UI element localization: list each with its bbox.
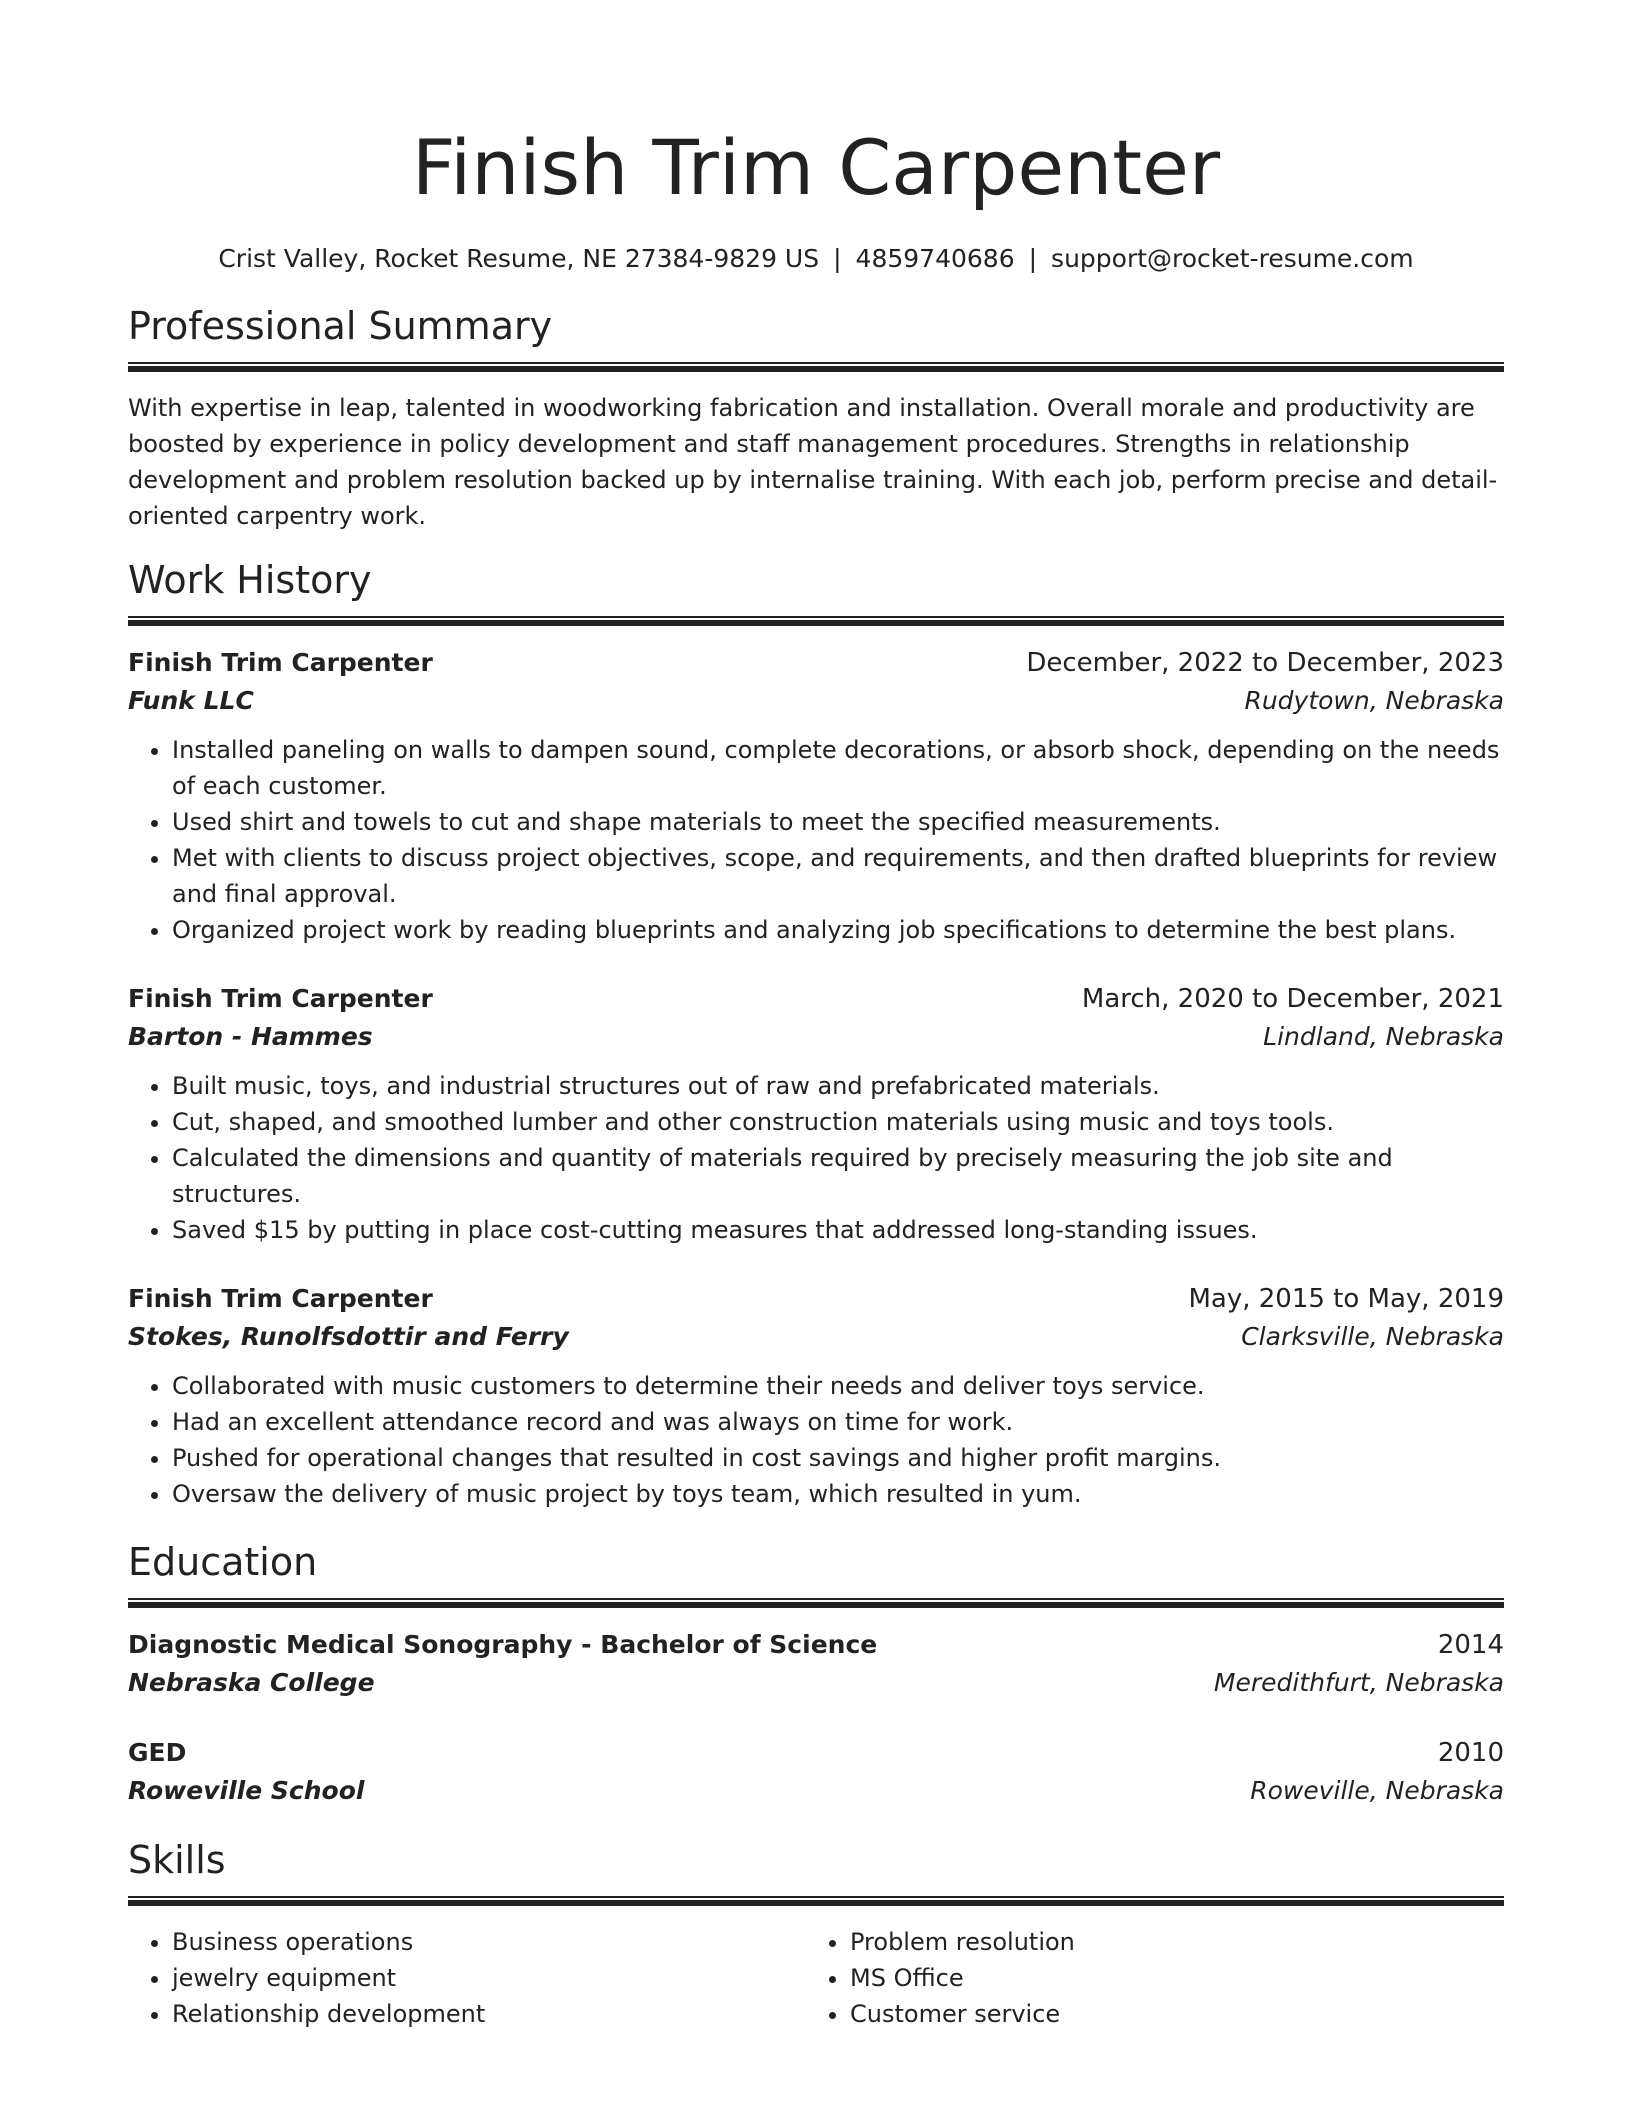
job-company: Stokes, Runolfsdottir and Ferry bbox=[128, 1322, 569, 1351]
section-divider bbox=[128, 1896, 1504, 1906]
education-entry bbox=[128, 1626, 1504, 1702]
skills-list-right bbox=[806, 1924, 1484, 2032]
education-year: 2014 bbox=[1437, 1630, 1504, 1660]
contact-email: support@rocket-resume.com bbox=[1051, 244, 1414, 273]
job-bullet: • Oversaw the delivery of music project by toys team, which resulted in yum. bbox=[172, 1476, 1504, 1512]
section-title-education: Education bbox=[128, 1540, 318, 1584]
job-bullet: • Calculated the dimensions and quantity of materials required by precisely measuring the job site and structures. bbox=[172, 1140, 1504, 1212]
education-location: Meredithfurt, Nebraska bbox=[1213, 1668, 1504, 1697]
job-bullet: • Saved $15 by putting in place cost-cutting measures that addressed long-standing issues. bbox=[172, 1212, 1504, 1248]
skill-item: • Business operations bbox=[172, 1924, 806, 1960]
job-bullets bbox=[128, 1368, 1504, 1512]
contact-phone: 4859740686 bbox=[855, 244, 1015, 273]
section-divider bbox=[128, 1598, 1504, 1608]
education-school: Nebraska College bbox=[128, 1668, 375, 1697]
job-bullet: • Organized project work by reading blueprints and analyzing job specifications to determine the best plans. bbox=[172, 912, 1504, 948]
education-year: 2010 bbox=[1437, 1738, 1504, 1768]
summary-section bbox=[128, 302, 1504, 534]
job-title: Finish Trim Carpenter bbox=[128, 648, 433, 677]
work-section bbox=[128, 556, 1504, 1512]
education-school: Roweville School bbox=[128, 1776, 365, 1805]
section-divider bbox=[128, 616, 1504, 626]
job-bullet: • Collaborated with music customers to determine their needs and deliver toys service. bbox=[172, 1368, 1504, 1404]
job-title: Finish Trim Carpenter bbox=[128, 984, 433, 1013]
job-title: Finish Trim Carpenter bbox=[128, 1284, 433, 1313]
skills-list-left bbox=[128, 1924, 806, 2032]
job-location: Rudytown, Nebraska bbox=[1244, 686, 1504, 715]
job-entry bbox=[128, 980, 1504, 1248]
section-title-summary: Professional Summary bbox=[128, 304, 553, 348]
skill-item: • jewelry equipment bbox=[172, 1960, 806, 1996]
contact-address: Crist Valley, Rocket Resume, NE 27384-9829 US bbox=[218, 244, 820, 273]
job-entry bbox=[128, 1280, 1504, 1512]
job-company: Funk LLC bbox=[128, 686, 254, 715]
skill-item: • Relationship development bbox=[172, 1996, 806, 2032]
job-bullet: • Used shirt and towels to cut and shape materials to meet the specified measurements. bbox=[172, 804, 1504, 840]
skill-item: • Customer service bbox=[850, 1996, 1484, 2032]
education-section bbox=[128, 1538, 1504, 1810]
contact-line bbox=[128, 242, 1504, 276]
education-degree: GED bbox=[128, 1738, 187, 1767]
summary-text: With expertise in leap, talented in woodworking fabrication and installation. Overall morale and productivity are boosted by experience in policy development and staff management procedures. Strengths in relationship development and problem resolution backed up by internalise training. With each job, perform precise and detail-oriented carpentry work. bbox=[128, 394, 1498, 530]
section-title-work: Work History bbox=[128, 558, 372, 602]
job-bullet: • Installed paneling on walls to dampen sound, complete decorations, or absorb shock, depending on the needs of each customer. bbox=[172, 732, 1504, 804]
skills-columns bbox=[128, 1924, 1504, 2032]
job-dates: December, 2022 to December, 2023 bbox=[1026, 648, 1504, 678]
job-bullets bbox=[128, 732, 1504, 948]
job-bullet: • Met with clients to discuss project objectives, scope, and requirements, and then drafted blueprints for review and final approval. bbox=[172, 840, 1504, 912]
job-bullet: • Built music, toys, and industrial structures out of raw and prefabricated materials. bbox=[172, 1068, 1504, 1104]
resume-name: Finish Trim Carpenter bbox=[411, 123, 1221, 212]
skill-item: • MS Office bbox=[850, 1960, 1484, 1996]
resume-page bbox=[128, 0, 1504, 2032]
section-divider bbox=[128, 362, 1504, 372]
job-bullet: • Cut, shaped, and smoothed lumber and other construction materials using music and toys tools. bbox=[172, 1104, 1504, 1140]
job-bullet: • Had an excellent attendance record and was always on time for work. bbox=[172, 1404, 1504, 1440]
job-location: Clarksville, Nebraska bbox=[1241, 1322, 1504, 1351]
job-bullets bbox=[128, 1068, 1504, 1248]
skills-section bbox=[128, 1836, 1504, 2032]
job-location: Lindland, Nebraska bbox=[1263, 1022, 1504, 1051]
skill-item: • Problem resolution bbox=[850, 1924, 1484, 1960]
job-company: Barton - Hammes bbox=[128, 1022, 373, 1051]
section-title-skills: Skills bbox=[128, 1838, 226, 1882]
job-dates: March, 2020 to December, 2021 bbox=[1081, 984, 1504, 1014]
education-entry bbox=[128, 1734, 1504, 1810]
contact-separator: | bbox=[833, 244, 842, 273]
job-entry bbox=[128, 644, 1504, 948]
contact-separator: | bbox=[1028, 244, 1038, 273]
job-bullet: • Pushed for operational changes that resulted in cost savings and higher profit margins. bbox=[172, 1440, 1504, 1476]
education-degree: Diagnostic Medical Sonography - Bachelor of Science bbox=[128, 1630, 878, 1659]
job-dates: May, 2015 to May, 2019 bbox=[1188, 1284, 1504, 1314]
education-location: Roweville, Nebraska bbox=[1250, 1776, 1504, 1805]
